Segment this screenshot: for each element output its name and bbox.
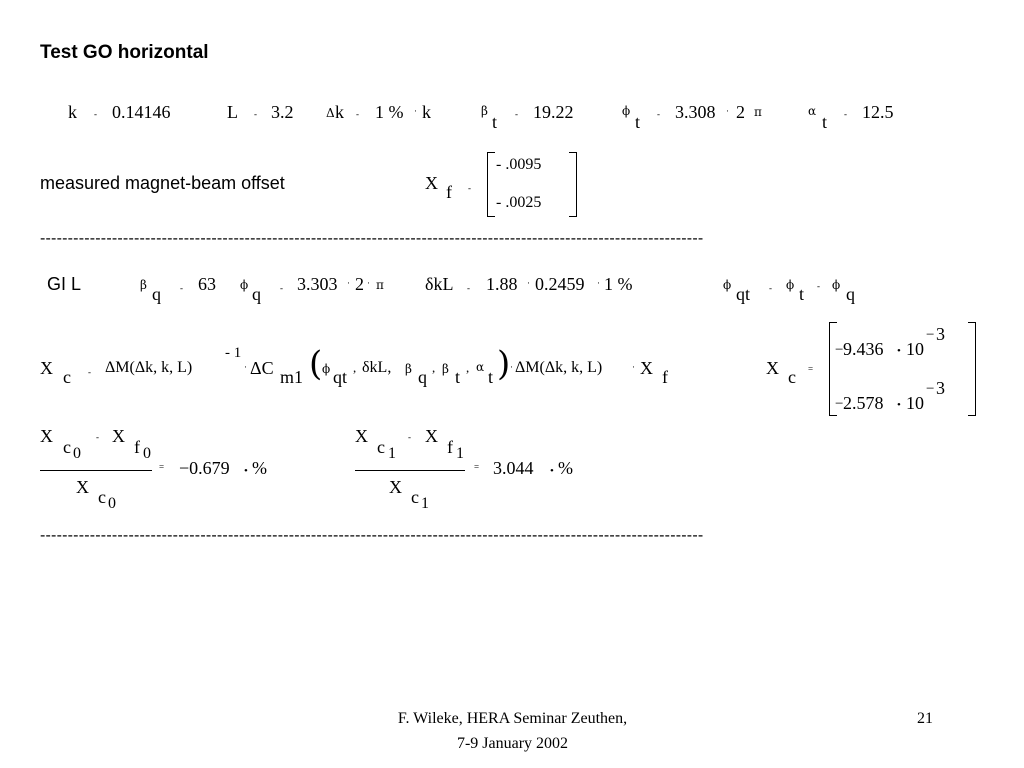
L-value: 3.2 [271, 102, 294, 122]
left-paren: ( [309, 344, 323, 384]
equals-op: - [356, 109, 359, 119]
slide-title: Test GO horizontal [40, 42, 209, 63]
den-X: X [76, 477, 89, 497]
xc-row-2: 2.578 [843, 393, 884, 413]
dkl-symbol: δkL [425, 274, 454, 294]
phi-q-symbol: ϕ [832, 278, 841, 292]
beta-value: 19.22 [533, 102, 574, 122]
offset-row-2: - .0025 [496, 194, 542, 211]
Xc-result-subscript: c [788, 367, 796, 387]
phi-subscript: t [635, 112, 641, 132]
fraction-bar [355, 470, 465, 471]
beta-subscript: t [492, 112, 498, 132]
phi-t-subscript: t [799, 284, 805, 304]
exponent: 3 [936, 378, 945, 398]
phi-q-subscript: q [846, 284, 855, 304]
dot-op: · [632, 362, 635, 372]
num-sub-0: 0 [73, 445, 81, 462]
Xf-symbol: X [640, 358, 653, 378]
page-number: 21 [917, 710, 933, 727]
dk-var: k [335, 102, 344, 122]
delta-M-term: ΔM(Δk, k, L) [105, 359, 193, 376]
beta-symbol: β [405, 362, 412, 376]
minus-op: - [817, 281, 820, 291]
Xc-subscript: c [63, 367, 71, 387]
den-X: X [389, 477, 402, 497]
den-sub-0: 0 [108, 495, 116, 512]
right-paren: ) [497, 344, 511, 384]
den-sub-1: 1 [421, 495, 429, 512]
two: 2 [355, 274, 364, 294]
equals-op: = [474, 462, 480, 472]
equals-op: = [808, 364, 814, 374]
beta-symbol: β [481, 104, 488, 118]
k-value: 0.14146 [112, 102, 171, 122]
exponent: 3 [936, 324, 945, 344]
dkl-value: 1.88 [486, 274, 518, 294]
dot-op: · [367, 278, 370, 288]
dot-op: · [726, 106, 729, 116]
footer-line-2: 7-9 January 2002 [456, 735, 569, 752]
delta-symbol: Δ [326, 106, 335, 120]
L-symbol: L [227, 102, 238, 122]
dot-op: · [347, 278, 350, 288]
equals-op: - [844, 109, 847, 119]
equals-op: - [769, 283, 772, 293]
Xc-result-symbol: X [766, 358, 779, 378]
num-f: f [134, 437, 140, 457]
percent: % [252, 458, 267, 478]
beta-t-subscript: t [455, 367, 461, 387]
matrix-right-bracket [968, 322, 976, 416]
phi-value: 3.308 [675, 102, 716, 122]
equals-op: - [515, 109, 518, 119]
num-X: X [40, 426, 53, 446]
phi-symbol: ϕ [322, 362, 331, 376]
num-c: c [63, 437, 71, 457]
Xf-subscript: f [446, 182, 452, 202]
alpha-value: 12.5 [862, 102, 894, 122]
dkl-mult: 0.2459 [535, 274, 585, 294]
beta-symbol: β [140, 278, 147, 292]
dk-rhs: 1 % [375, 102, 404, 122]
dkl-rhs: 1 % [604, 274, 633, 294]
num-f: f [447, 437, 453, 457]
Xc-symbol: X [40, 358, 53, 378]
beta-value: 63 [198, 274, 216, 294]
num-Xf: X [112, 426, 125, 446]
offset-row-1: - .0095 [496, 156, 542, 173]
dkl-term: δkL, [362, 359, 392, 376]
alpha-subscript: t [822, 112, 828, 132]
equals-op: - [280, 283, 283, 293]
xc-row-1: 9.436 [843, 339, 884, 359]
ratio-0-value: −0.679 [179, 458, 230, 478]
pi-symbol: π [754, 105, 762, 119]
minus-op: - [96, 432, 99, 442]
phi-symbol: ϕ [240, 278, 249, 292]
inverse-exponent: - 1 [225, 345, 242, 361]
ratio-1-value: 3.044 [493, 458, 534, 478]
Xf-symbol: X [425, 173, 438, 193]
num-Xf: X [425, 426, 438, 446]
phi-qt-symbol: ϕ [723, 278, 732, 292]
k-symbol: k [68, 102, 77, 122]
phi-qt-subscript: qt [333, 367, 348, 387]
beta-symbol: β [442, 362, 449, 376]
comma: , [432, 360, 436, 375]
equals-op: - [657, 109, 660, 119]
den-c: c [411, 487, 419, 507]
divider: ------------------------------------------------------------------------------------------------------------------------ [40, 527, 704, 544]
minus-sign: − [835, 342, 844, 358]
equals-op: - [180, 283, 183, 293]
dk-rhs-var: k [422, 102, 431, 122]
dot-op: · [244, 362, 247, 372]
alpha-symbol: α [808, 104, 817, 118]
equals-op: - [88, 367, 91, 377]
exp-base: 10 [906, 339, 924, 359]
equals-op: = [159, 462, 165, 472]
exp-base: 10 [906, 393, 924, 413]
equals-op: - [468, 183, 471, 193]
dot-op: · [527, 278, 530, 288]
alpha-t-subscript: t [488, 367, 494, 387]
comma: , [466, 360, 470, 375]
minus-sign: − [926, 381, 935, 397]
pi-symbol: π [376, 278, 384, 292]
Xf-subscript: f [662, 367, 668, 387]
beta-subscript: q [152, 284, 161, 304]
delta-C: ΔC [250, 358, 274, 378]
dot-op: · [597, 278, 600, 288]
delta-M-term-2: ΔM(Δk, k, L) [515, 359, 603, 376]
percent: % [558, 458, 573, 478]
phi-symbol: ϕ [622, 104, 631, 118]
minus-sign: − [926, 327, 935, 343]
phi-qt-subscript: qt [736, 284, 751, 304]
two: 2 [736, 102, 745, 122]
equals-op: - [94, 109, 97, 119]
num-X: X [355, 426, 368, 446]
dot-op: · [414, 106, 417, 116]
matrix-right-bracket [569, 152, 577, 217]
num-sub-1: 1 [388, 445, 396, 462]
matrix-left-bracket [487, 152, 495, 217]
bullet: • [897, 345, 901, 357]
minus-sign: − [835, 396, 844, 412]
equals-op: - [467, 283, 470, 293]
num-sub-0: 0 [143, 445, 151, 462]
bullet: • [897, 399, 901, 411]
gil-label: GI L [47, 274, 82, 294]
alpha-symbol: α [476, 360, 485, 374]
offset-label: measured magnet-beam offset [40, 173, 285, 193]
bullet: • [550, 465, 554, 477]
dot-op: · [510, 362, 513, 372]
phi-value: 3.303 [297, 274, 338, 294]
beta-q-subscript: q [418, 367, 427, 387]
divider: ------------------------------------------------------------------------------------------------------------------------ [40, 230, 704, 247]
equals-op: - [254, 109, 257, 119]
bullet: • [244, 465, 248, 477]
num-sub-1: 1 [456, 445, 464, 462]
m1-subscript: m1 [280, 367, 304, 387]
footer-line-1: F. Wileke, HERA Seminar Zeuthen, [397, 710, 628, 727]
comma: , [353, 360, 357, 375]
minus-op: - [408, 432, 411, 442]
fraction-bar [40, 470, 152, 471]
phi-subscript: q [252, 284, 261, 304]
phi-t-symbol: ϕ [786, 278, 795, 292]
den-c: c [98, 487, 106, 507]
num-c: c [377, 437, 385, 457]
